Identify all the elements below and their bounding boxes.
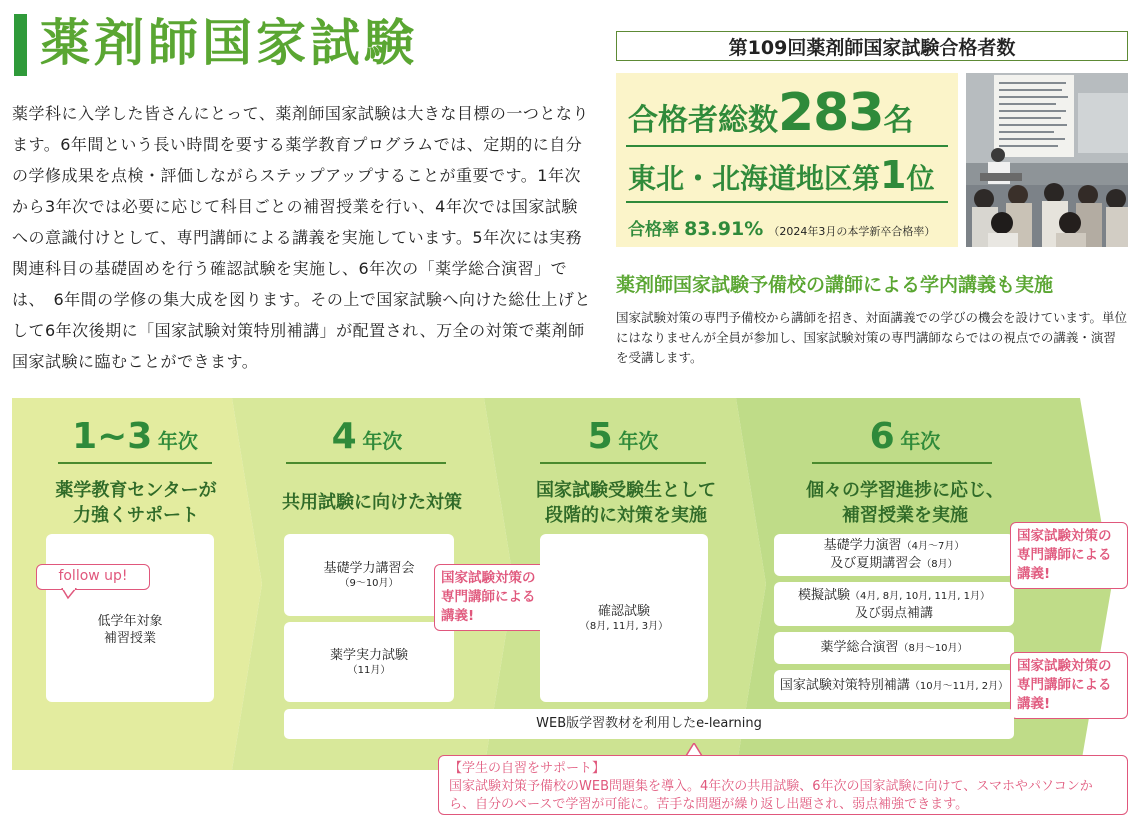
year-number: 5 bbox=[587, 416, 613, 457]
year-unit: 年次 bbox=[362, 429, 403, 453]
card-title: 基礎学力講習会 bbox=[323, 560, 415, 576]
basic-skills-card bbox=[284, 534, 454, 616]
year-rule bbox=[286, 462, 446, 464]
card-title: 確認試験 bbox=[597, 603, 650, 619]
year-label-6 bbox=[830, 416, 980, 457]
remedial-class-card bbox=[46, 534, 214, 702]
follow-up-badge: follow up! bbox=[36, 564, 150, 590]
col-heading-2: 共用試験に向けた対策 bbox=[282, 492, 462, 513]
year-number: 1~3 bbox=[72, 416, 153, 457]
intro-paragraph: 薬学科に入学した皆さんにとって、薬剤師国家試験は大きな目標の一つとなります。6年間という長い時間を要する薬学教育プログラムでは、定期的に自分の学修成果を点検・評価しながらステップアップすることが重要です。1年次から3年次では必要に応じて科目ごとの補習授業を行い、4年次では国家試験への意識付けとして、専門講師による講義を実施しています。5年次には実務関連科目の基礎固めを行う確認試験を実施し、6年次の「薬学総合演習」では、 6年間の学修の集大成を図ります。その上で国家試験へ向けた総仕上げとして6年次後期に「国家試験対策特別補講」が配置され、万全の対策で薬剤師国家試験に臨むことができます。 bbox=[12, 104, 591, 371]
card-title: 低学年対象 補習授業 bbox=[97, 614, 163, 646]
card-line bbox=[780, 677, 1008, 695]
card-period: （8月, 11月, 3月） bbox=[579, 620, 669, 632]
card-period: （11月） bbox=[347, 664, 391, 676]
card-period: （4月～7月） bbox=[901, 541, 965, 552]
support-text: 国家試験対策予備校のWEB問題集を導入。4年次の共用試験、6年次の国家試験に向けて、スマホやパソコンから、自分のペースで学習が可能に。苦手な問題が繰り返し出題され、弱点補強できます。 bbox=[449, 779, 1093, 812]
year-label-4 bbox=[292, 416, 442, 457]
rank-value: 1 bbox=[880, 153, 907, 197]
comprehensive-practice-card bbox=[774, 632, 1014, 664]
col-heading-3: 国家試験受験生として 段階的に対策を実施 bbox=[536, 480, 716, 526]
stats-divider bbox=[626, 201, 948, 203]
card-line bbox=[830, 555, 957, 573]
card-period: （4月, 8月, 10月, 11月, 1月） bbox=[850, 590, 990, 602]
stats-panel bbox=[616, 73, 958, 247]
lecturer-callout-4: 国家試験対策の 専門講師による 講義! bbox=[434, 564, 552, 631]
year-label-5 bbox=[548, 416, 698, 457]
year-label-1-3 bbox=[60, 416, 210, 457]
follow-up-tail bbox=[60, 588, 80, 600]
card-title: 及び夏期講習会 bbox=[830, 556, 922, 571]
elearning-bar: WEB版学習教材を利用したe-learning bbox=[284, 709, 1014, 739]
confirmation-test-card bbox=[540, 534, 708, 702]
stats-divider bbox=[626, 145, 948, 147]
card-title: 国家試験対策特別補講 bbox=[779, 678, 910, 693]
title-accent-bar bbox=[14, 14, 27, 76]
special-lecture-card bbox=[774, 670, 1014, 702]
rate-note: （2024年3月の本学新卒合格率） bbox=[768, 225, 936, 238]
col-heading-1: 薬学教育センターが 力強くサポート bbox=[55, 480, 217, 526]
stats-heading: 第109回薬剤師国家試験合格者数 bbox=[616, 31, 1128, 61]
rate-value: 83.91% bbox=[684, 218, 764, 240]
year-number: 6 bbox=[869, 416, 895, 457]
card-line bbox=[820, 639, 967, 657]
card-period: （10月～11月, 2月） bbox=[909, 681, 1009, 692]
proficiency-test-card bbox=[284, 622, 454, 702]
card-line bbox=[798, 587, 990, 605]
card-title: 及び弱点補講 bbox=[854, 605, 933, 621]
pass-rate bbox=[628, 215, 935, 240]
lecturer-callout-6a: 国家試験対策の 専門講師による 講義! bbox=[1010, 522, 1128, 589]
card-title: 模擬試験 bbox=[798, 587, 851, 603]
year-number: 4 bbox=[331, 416, 357, 457]
col-heading-4: 個々の学習進捗に応じ、 補習授業を実施 bbox=[806, 480, 1004, 526]
lecture-heading: 薬剤師国家試験予備校の講師による学内講義も実施 bbox=[616, 274, 1054, 296]
total-value: 283 bbox=[778, 83, 884, 143]
card-line bbox=[824, 537, 965, 555]
year-unit: 年次 bbox=[618, 429, 659, 453]
rank-label: 東北・北海道地区第 bbox=[628, 162, 881, 195]
card-period: （8月） bbox=[921, 559, 958, 570]
total-unit: 名 bbox=[883, 103, 914, 138]
lecture-photo bbox=[966, 73, 1128, 247]
regional-rank bbox=[628, 153, 934, 197]
year-unit: 年次 bbox=[900, 429, 941, 453]
card-period: （9～10月） bbox=[339, 577, 399, 589]
self-study-support-box bbox=[438, 755, 1128, 815]
card-line bbox=[855, 605, 933, 622]
year-rule bbox=[58, 462, 212, 464]
year-rule bbox=[812, 462, 992, 464]
year-rule bbox=[540, 462, 706, 464]
lecture-text: 国家試験対策の専門予備校から講師を招き、対面講義での学びの機会を設けています。単位にはなりませんが全員が参加し、国家試験対策の専門講師ならではの視点での講義・演習を受講します。 bbox=[616, 310, 1128, 365]
rate-label: 合格率 bbox=[628, 220, 679, 240]
basic-practice-card bbox=[774, 534, 1014, 576]
mock-exam-card bbox=[774, 582, 1014, 626]
card-title: 薬学実力試験 bbox=[329, 647, 408, 663]
card-title: 薬学総合演習 bbox=[820, 640, 899, 655]
support-title: 【学生の自習をサポート】 bbox=[449, 761, 606, 776]
page-title: 薬剤師国家試験 bbox=[40, 14, 418, 72]
total-label: 合格者総数 bbox=[628, 103, 778, 138]
card-period: （8月～10月） bbox=[898, 643, 968, 654]
total-passers bbox=[628, 83, 914, 143]
card-title: 基礎学力演習 bbox=[823, 538, 902, 553]
study-timeline bbox=[0, 398, 1143, 778]
lecturer-callout-6b: 国家試験対策の 専門講師による 講義! bbox=[1010, 652, 1128, 719]
year-unit: 年次 bbox=[157, 429, 198, 453]
rank-unit: 位 bbox=[906, 162, 935, 195]
